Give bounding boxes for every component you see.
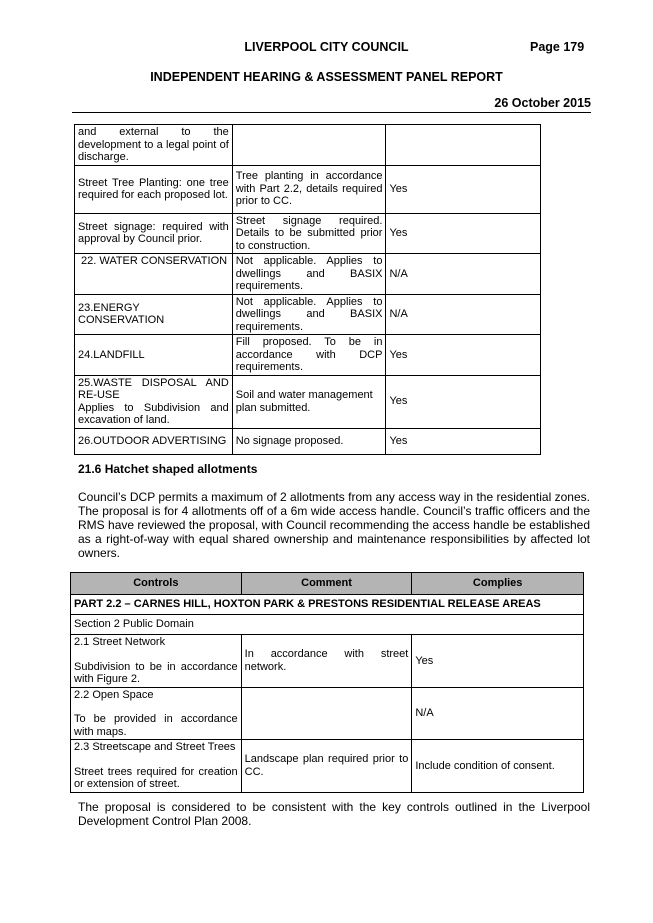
table-header-row <box>71 573 584 595</box>
comment-cell: Not applicable. Applies to dwellings and BASIX requirements. <box>232 254 386 295</box>
control-title: 2.3 Streetscape and Street Trees <box>74 741 236 753</box>
part-title: PART 2.2 – CARNES HILL, HOXTON PARK & PRESTONS RESIDENTIAL RELEASE AREAS <box>71 595 584 615</box>
control-cell: Street signage: required with approval by Council prior. <box>75 213 233 254</box>
control-title: 25.WASTE DISPOSAL AND RE-USE <box>78 376 229 401</box>
control-cell: 23.ENERGY CONSERVATION <box>75 294 233 335</box>
control-cell: and external to the development to a legal point of discharge. <box>75 125 233 166</box>
control-cell: 24.LANDFILL <box>75 335 233 376</box>
comment-cell <box>241 687 412 740</box>
dcp-controls-table <box>70 572 584 793</box>
control-cell: 22. WATER CONSERVATION <box>75 254 233 295</box>
control-cell <box>71 687 242 740</box>
complies-cell: Include condition of consent. <box>412 740 584 793</box>
table-row <box>71 687 584 740</box>
control-cell: Street Tree Planting: one tree required for each proposed lot. <box>75 165 233 213</box>
control-detail: Subdivision to be in accordance with Figure 2. <box>74 660 238 685</box>
table-row <box>75 335 541 376</box>
table-row <box>75 375 541 428</box>
page-number: Page 179 <box>530 40 585 54</box>
table-row <box>71 635 584 688</box>
table-row <box>75 428 541 454</box>
table-row <box>75 254 541 295</box>
header-rule <box>72 112 591 113</box>
report-date: 26 October 2015 <box>494 96 591 110</box>
control-detail: Street trees required for creation or extension of street. <box>74 765 238 790</box>
column-header-comment: Comment <box>241 573 412 595</box>
section-heading: 21.6 Hatchet shaped allotments <box>78 462 258 476</box>
comment-cell: Fill proposed. To be in accordance with DCP requirements. <box>232 335 386 376</box>
control-cell <box>75 375 233 428</box>
comment-cell: In accordance with street network. <box>241 635 412 688</box>
complies-cell: Yes <box>386 165 541 213</box>
complies-cell: N/A <box>412 687 584 740</box>
comment-cell: Soil and water management plan submitted. <box>232 375 386 428</box>
table-row <box>75 165 541 213</box>
column-header-controls: Controls <box>71 573 242 595</box>
table-row <box>71 740 584 793</box>
comment-cell: Tree planting in accordance with Part 2.2, details required prior to CC. <box>232 165 386 213</box>
complies-cell: Yes <box>386 335 541 376</box>
control-cell <box>71 740 242 793</box>
complies-cell: N/A <box>386 294 541 335</box>
section-paragraph: Council’s DCP permits a maximum of 2 allotments from any access way in the residential zones. The proposal is for 4 allotments off of a 6m wide access handle. Council’s traffic officers and the RMS have reviewed the proposal, with Council recommending the access handle be established as a right-of-way with equal shared ownership and maintenance responsibilities by affected lot owners. <box>78 490 590 560</box>
comment-cell: Not applicable. Applies to dwellings and BASIX requirements. <box>232 294 386 335</box>
comment-cell: No signage proposed. <box>232 428 386 454</box>
complies-cell: Yes <box>386 213 541 254</box>
comment-cell: Street signage required. Details to be submitted prior to construction. <box>232 213 386 254</box>
table-row <box>75 294 541 335</box>
complies-cell: Yes <box>386 375 541 428</box>
column-header-complies: Complies <box>412 573 584 595</box>
comment-cell: Landscape plan required prior to CC. <box>241 740 412 793</box>
complies-cell: Yes <box>412 635 584 688</box>
complies-cell: N/A <box>386 254 541 295</box>
section-title: Section 2 Public Domain <box>71 615 584 635</box>
report-title: INDEPENDENT HEARING & ASSESSMENT PANEL REPORT <box>150 70 503 84</box>
control-detail: Applies to Subdivision and excavation of land. <box>78 401 229 426</box>
control-detail: To be provided in accordance with maps. <box>74 713 238 738</box>
comment-cell <box>232 125 386 166</box>
control-title: 2.2 Open Space <box>74 688 154 701</box>
table-row <box>75 213 541 254</box>
part-title-row <box>71 595 584 615</box>
complies-cell: Yes <box>386 428 541 454</box>
control-cell <box>71 635 242 688</box>
conclusion-paragraph: The proposal is considered to be consistent with the key controls outlined in the Liverpool Development Control Plan 2008. <box>78 800 590 828</box>
control-title: 2.1 Street Network <box>74 636 166 648</box>
complies-cell <box>386 125 541 166</box>
council-name: LIVERPOOL CITY COUNCIL <box>244 40 409 54</box>
controls-table-continued <box>74 124 541 455</box>
control-cell: 26.OUTDOOR ADVERTISING <box>75 428 233 454</box>
table-row <box>75 125 541 166</box>
section-row <box>71 615 584 635</box>
